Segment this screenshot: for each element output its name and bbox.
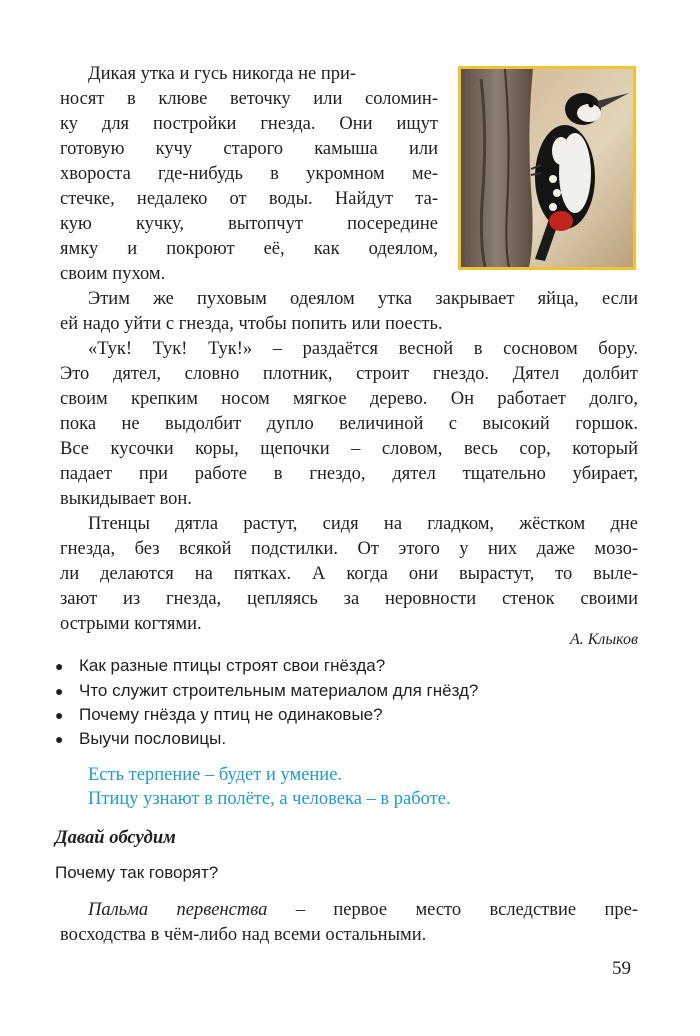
paragraph-2-line: ей надо уйти с гнезда, чтобы попить или поесть. bbox=[60, 314, 443, 334]
definition-term: Пальма первенства bbox=[88, 900, 268, 920]
paragraph-4-line: гнезда, без всякой подстилки. От этого у них даже мозо- bbox=[60, 539, 638, 559]
paragraph-1-line: ку для постройки гнезда. Они ищут bbox=[60, 114, 438, 134]
paragraph-3-line: падает при работе в гнездо, дятел тщательно убирает, bbox=[60, 464, 638, 484]
definition-line: Пальма первенства – первое место вследствие пре- bbox=[88, 900, 638, 920]
list-item: ● Выучи пословицы. bbox=[55, 729, 227, 748]
paragraph-4-line: острыми когтями. bbox=[60, 614, 202, 634]
definition-line: восходства в чём-либо над всеми остальными. bbox=[60, 925, 427, 945]
list-item: ● Что служит строительным материалом для гнёзд? bbox=[55, 681, 479, 700]
paragraph-3-line: выкидывает вон. bbox=[60, 489, 192, 509]
bullet-dot-icon: ● bbox=[55, 707, 64, 723]
woodpecker-illustration bbox=[461, 69, 633, 267]
bullet-dot-icon: ● bbox=[55, 658, 64, 674]
paragraph-1-line: стечке, недалеко от воды. Найдут та- bbox=[60, 189, 438, 209]
list-item: ● Почему гнёзда у птиц не одинаковые? bbox=[55, 705, 383, 724]
paragraph-4-line: Птенцы дятла растут, сидя на гладком, жёстком дне bbox=[88, 514, 638, 534]
paragraph-3-line: своим крепким носом мягкое дерево. Он работает долго, bbox=[60, 389, 638, 409]
paragraph-1-line: носят в клюве веточку или соломин- bbox=[60, 89, 438, 109]
woodpecker-photo bbox=[458, 66, 636, 270]
paragraph-1-line: ямку и покроют её, как одеялом, bbox=[60, 239, 438, 259]
paragraph-2-line: Этим же пуховым одеялом утка закрывает яйца, если bbox=[88, 289, 638, 309]
paragraph-1-line: кую кучку, вытопчут посередине bbox=[60, 214, 438, 234]
paragraph-1-line: готовую кучу старого камыша или bbox=[60, 139, 438, 159]
bullet-dot-icon: ● bbox=[55, 731, 64, 747]
proverb: Есть терпение – будет и умение. bbox=[88, 765, 343, 785]
author-signature: А. Клыков bbox=[569, 631, 638, 648]
page-number: 59 bbox=[612, 958, 631, 979]
proverb: Птицу узнают в полёте, а человека – в работе. bbox=[88, 789, 451, 809]
paragraph-3-line: «Тук! Тук! Тук!» – раздаётся весной в сосновом бору. bbox=[88, 339, 638, 359]
list-item: ● Как разные птицы строят свои гнёзда? bbox=[55, 656, 386, 675]
discussion-heading: Давай обсудим bbox=[55, 828, 176, 848]
paragraph-3-line: Все кусочки коры, щепочки – словом, весь сор, который bbox=[60, 439, 638, 459]
paragraph-1-line: Дикая утка и гусь никогда не при- bbox=[88, 64, 357, 84]
paragraph-1-line: хвороста где-нибудь в укромном ме- bbox=[60, 164, 438, 184]
paragraph-3-line: пока не выдолбит дупло величиной с высокий горшок. bbox=[60, 414, 638, 434]
paragraph-4-line: ли делаются на пятках. А когда они вырастут, то выле- bbox=[60, 564, 638, 584]
paragraph-3-line: Это дятел, словно плотник, строит гнездо. Дятел долбит bbox=[60, 364, 638, 384]
paragraph-1-line: своим пухом. bbox=[60, 264, 166, 284]
paragraph-4-line: зают из гнезда, цепляясь за неровности стенок своими bbox=[60, 589, 638, 609]
discussion-question: Почему так говорят? bbox=[55, 863, 219, 882]
bullet-dot-icon: ● bbox=[55, 683, 64, 699]
